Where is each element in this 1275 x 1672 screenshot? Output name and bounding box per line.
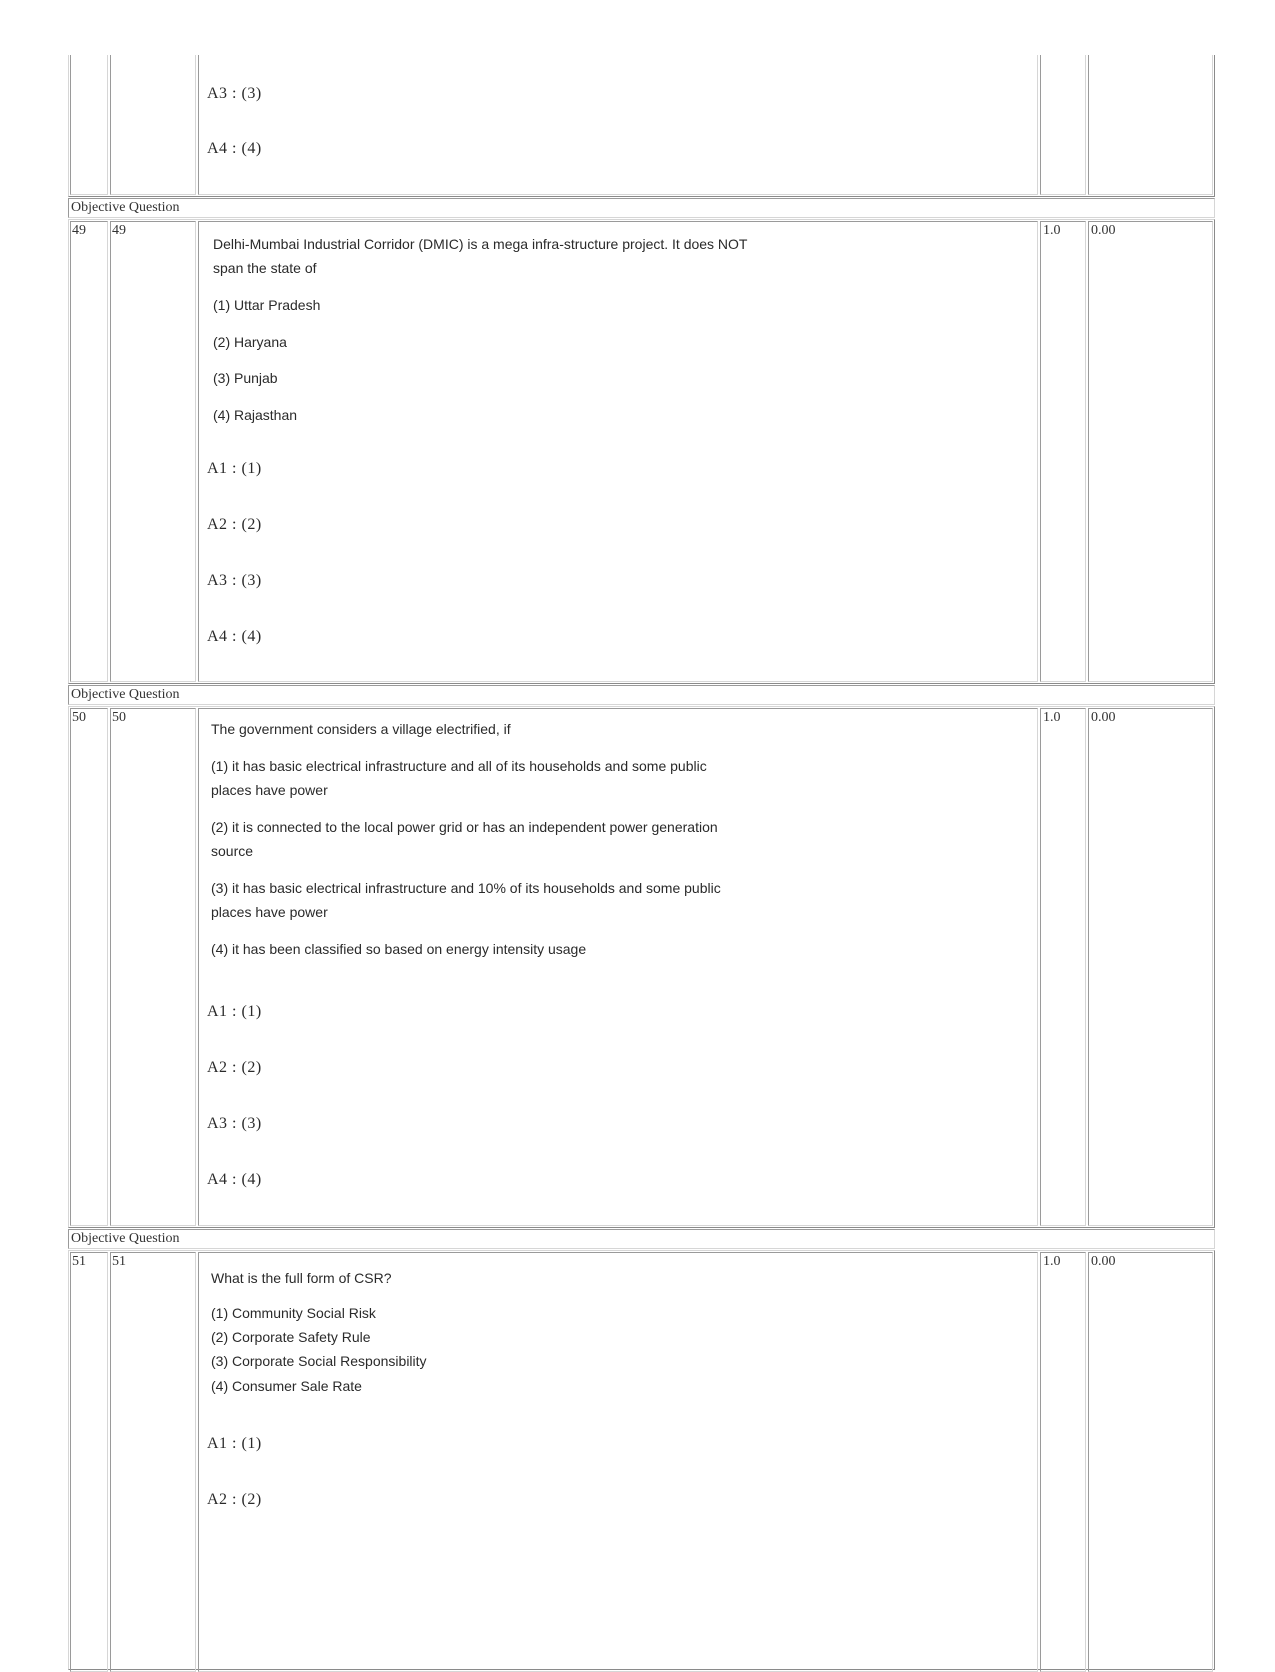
negative-marks-cell (1088, 55, 1213, 195)
answer-option: A1 : (1) (207, 460, 262, 477)
section-label: Objective Question (71, 1231, 180, 1246)
section-label: Objective Question (71, 200, 180, 215)
question-text (213, 232, 748, 280)
marks-cell (1040, 221, 1086, 682)
qid-cell (110, 1252, 196, 1672)
section-header (68, 685, 1215, 705)
answer-option: A3 : (3) (207, 572, 262, 589)
question-option: (1) Community Social Risk (211, 1305, 376, 1321)
question-option: (2) Haryana (213, 334, 287, 350)
option-line: (4) it has been classified so based on energy intensity usage (211, 941, 587, 957)
section-header (68, 1229, 1215, 1249)
marks-cell (1040, 708, 1086, 1226)
marks-value: 1.0 (1043, 710, 1061, 725)
question-text: The government considers a village electrified, if (211, 721, 511, 737)
serial-number: 51 (72, 1254, 86, 1269)
question-option: (1) Uttar Pradesh (213, 297, 321, 313)
negative-marks-value: 0.00 (1091, 223, 1116, 238)
question-text: What is the full form of CSR? (211, 1270, 392, 1286)
question-text-line: span the state of (213, 260, 317, 276)
question-option (211, 815, 718, 863)
answer-option: A2 : (2) (207, 516, 262, 533)
marks-value: 1.0 (1043, 223, 1061, 238)
answer-option: A2 : (2) (207, 1491, 262, 1508)
answer-option: A1 : (1) (207, 1003, 262, 1020)
question-option: (4) Rajasthan (213, 407, 298, 423)
serial-number: 49 (72, 223, 86, 238)
option-line: (2) it is connected to the local power grid or has an independent power generation (211, 819, 718, 835)
question-body-cell (198, 221, 1038, 682)
option-line: places have power (211, 782, 328, 798)
answer-option: A2 : (2) (207, 1059, 262, 1076)
answer-option: A3 : (3) (207, 85, 262, 102)
question-body-cell (198, 708, 1038, 1226)
sno-cell (70, 221, 108, 682)
marks-cell (1040, 1252, 1086, 1672)
answer-option: A3 : (3) (207, 1115, 262, 1132)
question-option: (3) Corporate Social Responsibility (211, 1353, 427, 1369)
qid-cell (110, 708, 196, 1226)
question-option (211, 754, 707, 802)
answer-option: A4 : (4) (207, 140, 262, 157)
qid-cell (110, 55, 196, 195)
negative-marks-cell (1088, 708, 1213, 1226)
question-body-cell (198, 1252, 1038, 1672)
question-body-cell (198, 55, 1038, 195)
question-text-line: Delhi-Mumbai Industrial Corridor (DMIC) is a mega infra-structure project. It does NOT (213, 236, 748, 252)
section-header (68, 198, 1215, 218)
answer-option: A1 : (1) (207, 1435, 262, 1452)
option-line: source (211, 843, 254, 859)
option-line: places have power (211, 904, 328, 920)
section-label: Objective Question (71, 687, 180, 702)
question-option: (2) Corporate Safety Rule (211, 1329, 371, 1345)
question-option: (4) Consumer Sale Rate (211, 1378, 362, 1394)
option-line: (3) it has basic electrical infrastructure and 10% of its households and some public (211, 880, 721, 896)
sno-cell (70, 708, 108, 1226)
question-id: 49 (112, 223, 126, 238)
marks-value: 1.0 (1043, 1254, 1061, 1269)
question-option (211, 876, 721, 924)
sno-cell (70, 1252, 108, 1672)
negative-marks-cell (1088, 221, 1213, 682)
qid-cell (110, 221, 196, 682)
option-line: (1) it has basic electrical infrastructure and all of its households and some public (211, 758, 707, 774)
question-id: 50 (112, 710, 126, 725)
negative-marks-value: 0.00 (1091, 1254, 1116, 1269)
question-option (211, 937, 586, 961)
sno-cell (70, 55, 108, 195)
negative-marks-cell (1088, 1252, 1213, 1672)
negative-marks-value: 0.00 (1091, 710, 1116, 725)
marks-cell (1040, 55, 1086, 195)
answer-option: A4 : (4) (207, 1171, 262, 1188)
answer-option: A4 : (4) (207, 628, 262, 645)
serial-number: 50 (72, 710, 86, 725)
question-id: 51 (112, 1254, 126, 1269)
question-option: (3) Punjab (213, 370, 278, 386)
